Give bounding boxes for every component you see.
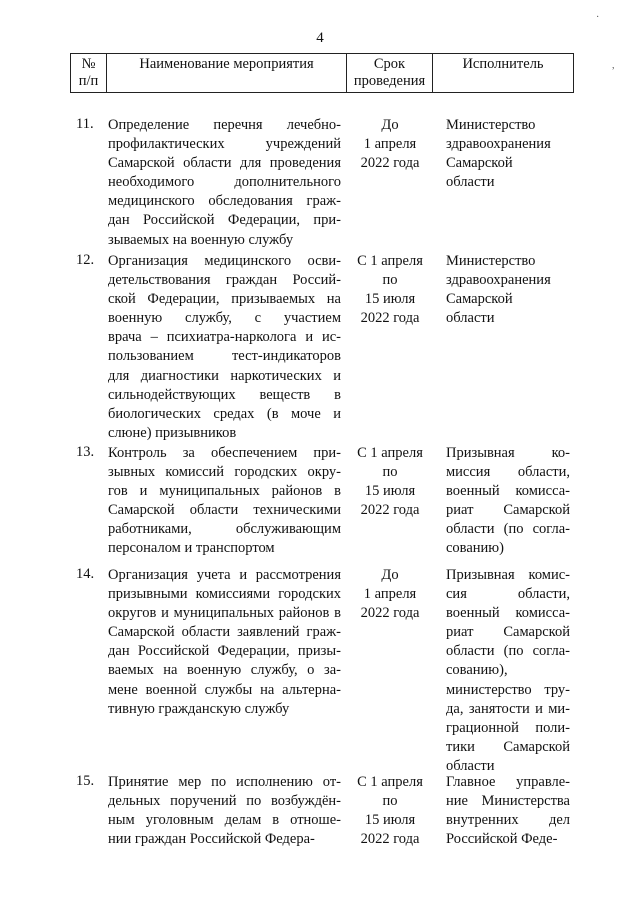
event-term-line: 2022 года xyxy=(360,502,420,519)
scan-mark: · xyxy=(596,12,600,23)
event-name-line: профилактических учреждений xyxy=(108,136,341,153)
event-executor-line: здравоохранения xyxy=(446,272,551,289)
event-term-line: по xyxy=(382,272,398,289)
event-executor-line: сия области, xyxy=(446,586,570,603)
event-executor-line: Призывная ко- xyxy=(446,445,570,461)
event-name-line: призывными комиссиями городских xyxy=(108,586,341,603)
event-term-line: 2022 года xyxy=(360,831,420,848)
event-term-line: 2022 года xyxy=(360,155,420,172)
header-term-line: Срок xyxy=(373,56,406,72)
event-term-line: До xyxy=(381,117,399,133)
event-name-line: дан Российской Федерации, призы- xyxy=(108,643,341,660)
event-term-line: 2022 года xyxy=(360,605,420,622)
event-executor-line: Самарской xyxy=(446,155,513,172)
event-executor-line: военный комисса- xyxy=(446,605,570,622)
event-name-line: пользованием тест-индикаторов xyxy=(108,348,341,365)
event-term xyxy=(350,566,430,623)
row-number: 15. xyxy=(76,773,95,789)
header-term xyxy=(346,54,432,92)
event-name xyxy=(108,252,341,443)
page-number: 4 xyxy=(316,30,324,46)
event-term-line: 15 июля xyxy=(364,483,416,500)
event-name-line: Организация медицинского осви- xyxy=(108,253,341,269)
event-executor xyxy=(446,566,570,776)
event-executor-line: ние Министерства xyxy=(446,793,570,810)
event-name xyxy=(108,566,341,719)
header-num-line: № xyxy=(81,56,96,72)
event-name-line: дельных поручений по возбуждён- xyxy=(108,793,341,810)
event-name-line: гов и муниципальных районов в xyxy=(108,483,341,500)
event-term-line: С 1 апреля xyxy=(357,445,423,461)
event-executor-line: Самарской xyxy=(446,291,513,308)
event-name-line: для диагностики наркотических и xyxy=(108,367,341,384)
event-name-line: врача – психиатра-нарколога и ис- xyxy=(108,329,341,346)
event-name-line: зывных комиссий городских окру- xyxy=(108,464,341,481)
event-name-line: нии граждан Российской Федера- xyxy=(108,831,315,848)
event-name-line: ным уголовным делам в отноше- xyxy=(108,812,341,829)
event-term-line: по xyxy=(382,793,398,810)
row-number: 13. xyxy=(76,444,95,460)
event-name-line: персоналом и транспортом xyxy=(108,540,275,557)
event-executor xyxy=(446,252,570,328)
event-name-line: Самарской области для проведения xyxy=(108,155,341,172)
event-name-line: Определение перечня лечебно- xyxy=(108,117,341,133)
event-executor-line: области (по согла- xyxy=(446,521,570,538)
event-name-line: тивную гражданскую службу xyxy=(108,700,290,717)
event-executor-line: сованию) xyxy=(446,540,504,557)
event-name-line: Самарской области заявлений граж- xyxy=(108,624,341,641)
event-executor-line: здравоохранения xyxy=(446,136,551,153)
event-executor xyxy=(446,116,570,192)
header-executor xyxy=(432,54,574,92)
event-term-line: 2022 года xyxy=(360,310,420,327)
event-name-line: слюне) призывников xyxy=(108,424,237,441)
event-name-line: детельствования граждан Россий- xyxy=(108,272,341,289)
row-number: 12. xyxy=(76,252,95,268)
event-executor-line: Министерство xyxy=(446,253,536,269)
event-name-line: округов и муниципальных районов в xyxy=(108,605,341,622)
event-executor-line: внутренних дел xyxy=(446,812,570,829)
event-name-line: Контроль за обеспечением при- xyxy=(108,445,341,461)
event-executor xyxy=(446,773,570,849)
table-header xyxy=(70,53,574,93)
header-num-line: п/п xyxy=(78,73,99,89)
event-term-line: 1 апреля xyxy=(363,586,417,603)
event-executor-line: риат Самарской xyxy=(446,624,570,641)
event-executor-line: Министерство xyxy=(446,117,536,133)
event-executor-line: риат Самарской xyxy=(446,502,570,519)
event-name-line: ской Федерации, призываемых на xyxy=(108,291,341,308)
event-name-line: необходимого дополнительного xyxy=(108,174,341,191)
header-name xyxy=(106,54,346,92)
event-executor-line: области (по согла- xyxy=(446,643,570,660)
event-name-line: Организация учета и рассмотрения xyxy=(108,567,341,583)
event-executor xyxy=(446,444,570,559)
event-term xyxy=(350,773,430,849)
event-name xyxy=(108,444,341,559)
event-executor-line: области xyxy=(446,757,495,774)
event-executor-line: области xyxy=(446,174,495,191)
event-term xyxy=(350,444,430,520)
row-number: 14. xyxy=(76,566,95,582)
event-name-line: зываемых на военную службу xyxy=(108,231,294,248)
event-executor-line: миссия области, xyxy=(446,464,570,481)
event-executor-line: сованию), xyxy=(446,662,508,679)
event-name-line: Принятие мер по исполнению от- xyxy=(108,774,341,790)
event-term-line: С 1 апреля xyxy=(357,253,423,269)
event-name-line: Самарской области техническими xyxy=(108,502,341,519)
header-name-line: Наименование мероприятия xyxy=(139,56,314,72)
event-executor-line: Главное управле- xyxy=(446,774,570,790)
event-name xyxy=(108,773,341,849)
row-number: 11. xyxy=(76,116,94,132)
event-name-line: ваемых на военную службу, о за- xyxy=(108,662,341,679)
event-executor-line: Призывная комис- xyxy=(446,567,570,583)
event-term-line: 15 июля xyxy=(364,291,416,308)
event-term xyxy=(350,252,430,328)
event-term-line: по xyxy=(382,464,398,481)
event-name-line: биологических средах (в моче и xyxy=(108,405,341,422)
event-term-line: 1 апреля xyxy=(363,136,417,153)
header-term-line: проведения xyxy=(353,73,426,89)
event-executor-line: да, занятости и ми- xyxy=(446,700,570,717)
event-term xyxy=(350,116,430,173)
event-name-line: работниками, обслуживающим xyxy=(108,521,341,538)
event-name-line: военную службу, с участием xyxy=(108,310,341,327)
scan-mark: , xyxy=(612,60,615,71)
header-num xyxy=(70,54,106,92)
event-executor-line: министерство тру- xyxy=(446,681,570,698)
event-name-line: сильнодействующих веществ в xyxy=(108,386,341,403)
event-term-line: С 1 апреля xyxy=(357,774,423,790)
event-term-line: До xyxy=(381,567,399,583)
event-executor-line: области xyxy=(446,310,495,327)
header-executor-line: Исполнитель xyxy=(462,56,544,72)
event-executor-line: Российской Феде- xyxy=(446,831,558,848)
event-term-line: 15 июля xyxy=(364,812,416,829)
event-executor-line: тики Самарской xyxy=(446,738,570,755)
event-executor-line: военный комисса- xyxy=(446,483,570,500)
event-name-line: мене военной службы на альтерна- xyxy=(108,681,341,698)
event-name-line: медицинского обследования граж- xyxy=(108,193,341,210)
event-name-line: дан Российской Федерации, при- xyxy=(108,212,341,229)
event-executor-line: грационной поли- xyxy=(446,719,570,736)
event-name xyxy=(108,116,341,250)
